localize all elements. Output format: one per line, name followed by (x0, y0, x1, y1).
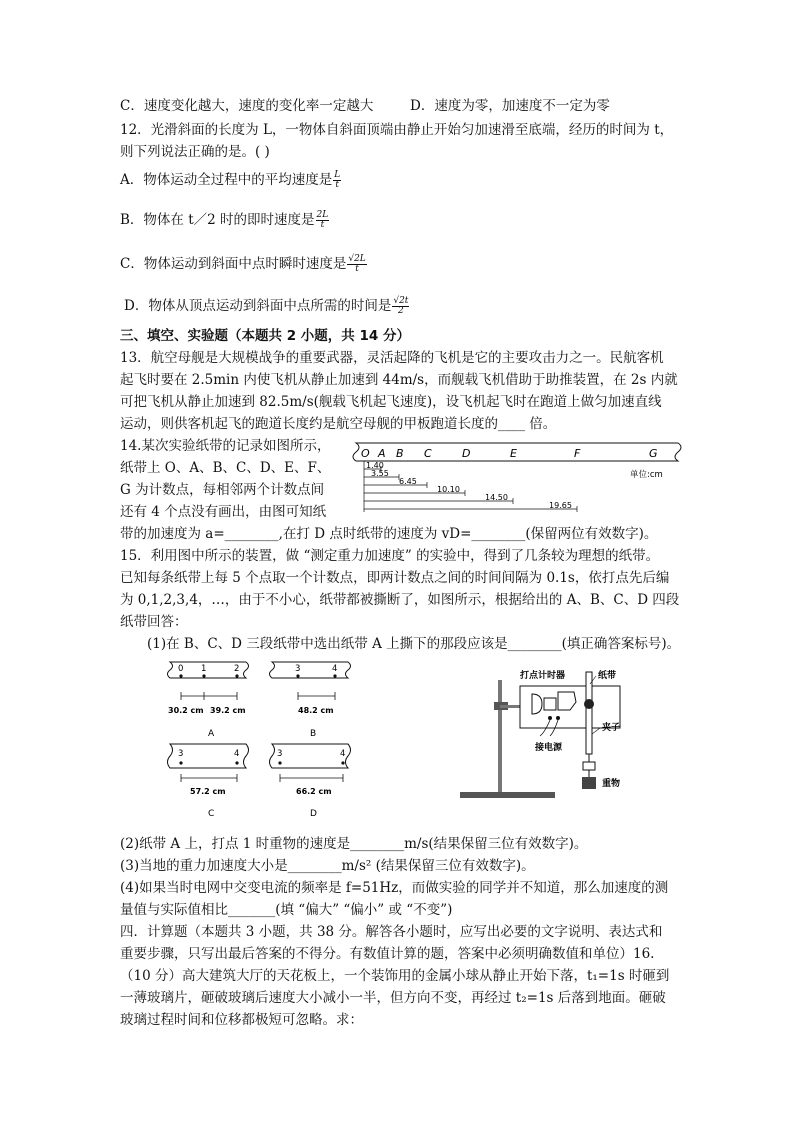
q15-sub4b: 量值与实际值相比_______(填 “偏大” “偏小” 或 “不变”) (120, 902, 453, 918)
q14-line4: 还有 4 个点没有画出，由图可知纸 (120, 504, 327, 520)
q12-stem-line1: 12．光滑斜面的长度为 L，一物体自斜面顶端由静止开始匀加速滑至底端，经历的时间为 t， (120, 122, 674, 138)
clip-circle (584, 699, 594, 709)
fraction: $\frac{√2L}{t}$ (348, 254, 366, 274)
tape-b-point-4: 4 (332, 664, 338, 674)
tape-a-dot-1 (202, 674, 205, 677)
label-tape: 纸带 (598, 671, 617, 681)
fraction: $\frac{√2t}{2}$ (393, 296, 409, 316)
q15-sub3: (3)当地的重力加速度大小是________m/s² (结果保留三位有效数字)。 (120, 858, 535, 874)
q14-line2: 纸带上 O、A、B、C、D、E、F、 (120, 460, 331, 476)
q12-option-c: C．物体运动到斜面中点时瞬时速度是 $\frac{√2L}{t}$ (120, 254, 366, 274)
q15-sub4a: (4)如果当时电网中交变电流的频率是 f=51Hz，而做实验的同学并不知道，那么加速度的测 (120, 880, 669, 896)
section4-line5: 玻璃过程时间和位移都极短可忽略。求： (120, 1012, 363, 1028)
tape-d-d: 66.2 cm (296, 787, 332, 796)
tape-b-point-3: 3 (295, 664, 301, 674)
q14-line1: 14.某次实验纸带的记录如图所示， (120, 438, 331, 454)
tape-b-d: 48.2 cm (298, 706, 334, 715)
q15-line3: 为 0,1,2,3,4，…，由于不小心，纸带都被撕断了，如图所示，根据给出的 A、B、C、D 四段 (120, 592, 680, 608)
tape-c-point-3: 3 (178, 749, 184, 759)
label-power: 接电源 (535, 743, 563, 753)
stand-pole (498, 680, 502, 792)
tape-d-point-3: 3 (277, 749, 283, 759)
fraction: $\frac{L}{t}$ (334, 170, 341, 190)
tape-a (168, 662, 249, 739)
weight (582, 777, 596, 789)
dimension-value: 1.40 (366, 461, 384, 470)
tape-a-label: A (208, 729, 215, 739)
tape-a-d1: 30.2 cm (168, 706, 204, 715)
tape-point-A: A (378, 447, 386, 460)
tape-point-G: G (649, 447, 658, 460)
tape-c (168, 744, 249, 819)
tape-c-point-4: 4 (234, 749, 240, 759)
q15-line2: 已知每条纸带上每 5 个点取一个计数点，即两计数点之间的时间间隔为 0.1s，依打点先后编 (120, 570, 670, 586)
section4-line3: （10 分）高大建筑大厅的天花板上，一个装饰用的金属小球从静止开始下落，t₁=1s 时砸到 (120, 968, 670, 984)
section4-line2: 重要步骤，只写出最后答案的不得分。有数值计算的题，答案中必须明确数值和单位）16. (120, 946, 655, 962)
q13-line1: 13．航空母舰是大规模战争的重要武器，灵活起降的飞机是它的主要攻击力之一。民航客机 (120, 350, 664, 366)
tape-a-dot-2 (235, 674, 238, 677)
tape-point-D: D (462, 447, 471, 460)
section3-title: 三、填空、实验题（本题共 2 小题，共 14 分） (120, 328, 410, 344)
dimension-value: 19.65 (549, 501, 572, 510)
q15-line4: 纸带回答： (120, 614, 188, 630)
tape-a-dot-0 (179, 674, 182, 677)
q12-stem-line2: 则下列说法正确的是。( ) (120, 144, 270, 160)
tape-point-E: E (510, 447, 517, 460)
tape-point-F: F (574, 447, 581, 460)
q15-apparatus-figure (450, 662, 640, 807)
tape-a-point-0: 0 (178, 664, 184, 674)
q15-line1: 15．利用图中所示的装置，做 “测定重力加速度” 的实验中，得到了几条较为理想的纸带。 (120, 548, 660, 564)
tape-point-B: B (396, 447, 404, 460)
label-weight: 重物 (602, 779, 621, 789)
dimension-value: 6.45 (399, 477, 417, 486)
q12-option-d: D．物体从顶点运动到斜面中点所需的时间是 $\frac{√2t}{2}$ (124, 296, 409, 316)
tape-point-C: C (424, 447, 432, 460)
section4-line4: 一薄玻璃片，砸破玻璃后速度大小减小一半，但方向不变，再经过 t₂=1s 后落到地面。砸破 (120, 990, 666, 1006)
fraction: $\frac{2L}{t}$ (316, 210, 329, 230)
dimension-value: 3.55 (371, 469, 389, 478)
tape-a-point-2: 2 (234, 664, 240, 674)
q15-sub2: (2)纸带 A 上，打点 1 时重物的速度是________m/s(结果保留三位有效数字)。 (120, 836, 588, 852)
stand-base (460, 792, 555, 798)
paper-tape (586, 672, 592, 754)
q15-sub1: (1)在 B、C、D 三段纸带中选出纸带 A 上撕下的那段应该是________(填正确答案标号)。 (147, 636, 681, 652)
q11-option-d: D．速度为零，加速度不一定为零 (410, 98, 610, 114)
clip (583, 762, 595, 770)
q12-option-b: B．物体在 t／2 时的即时速度是 $\frac{2L}{t}$ (120, 210, 329, 230)
tape-d (270, 744, 351, 819)
label-timer: 打点计时器 (520, 671, 566, 681)
tape-c-d: 57.2 cm (190, 787, 226, 796)
tape-d-label: D (310, 809, 317, 819)
dimension-value: 10.10 (437, 485, 460, 494)
tape-point-O: O (361, 447, 370, 460)
dimension-value: 14.50 (485, 493, 508, 502)
q14-tape-figure (348, 437, 688, 517)
tape-d-point-4: 4 (340, 749, 346, 759)
q14-line5: 带的加速度为 a=________,在打 D 点时纸带的速度为 vD=________(保留两位有效数字)。 (120, 526, 658, 542)
tape-b (270, 662, 351, 739)
tape-a-point-1: 1 (201, 664, 207, 674)
tape-c-label: C (208, 809, 215, 819)
q14-line3: G 为计数点，每相邻两个计数点间 (120, 482, 325, 498)
q15-tapes-figure (160, 656, 360, 831)
q12-option-a: A．物体运动全过程中的平均速度是 $\frac{L}{t}$ (120, 170, 341, 190)
tape-b-label: B (310, 729, 317, 739)
label-clip: 夹子 (602, 723, 621, 733)
q13-line4: 运动，则供客机起飞的跑道长度约是航空母舰的甲板跑道长度的____ 倍。 (120, 416, 557, 432)
tape-a-d2: 39.2 cm (210, 706, 246, 715)
q13-line3: 可把飞机从静止加速到 82.5m/s(舰载飞机起飞速度)，设飞机起飞时在跑道上做匀加速直线 (120, 394, 662, 410)
q11-option-c: C．速度变化越大，速度的变化率一定越大 (120, 98, 374, 114)
tape-unit-label: 单位:cm (630, 470, 663, 480)
q13-line2: 起飞时要在 2.5min 内使飞机从静止加速到 44m/s，而舰载飞机借助于助推装置，在 2s 内就 (120, 372, 678, 388)
section4-line1: 四．计算题（本题共 3 小题，共 38 分。解答各小题时，应写出必要的文字说明、表达式和 (120, 924, 663, 940)
